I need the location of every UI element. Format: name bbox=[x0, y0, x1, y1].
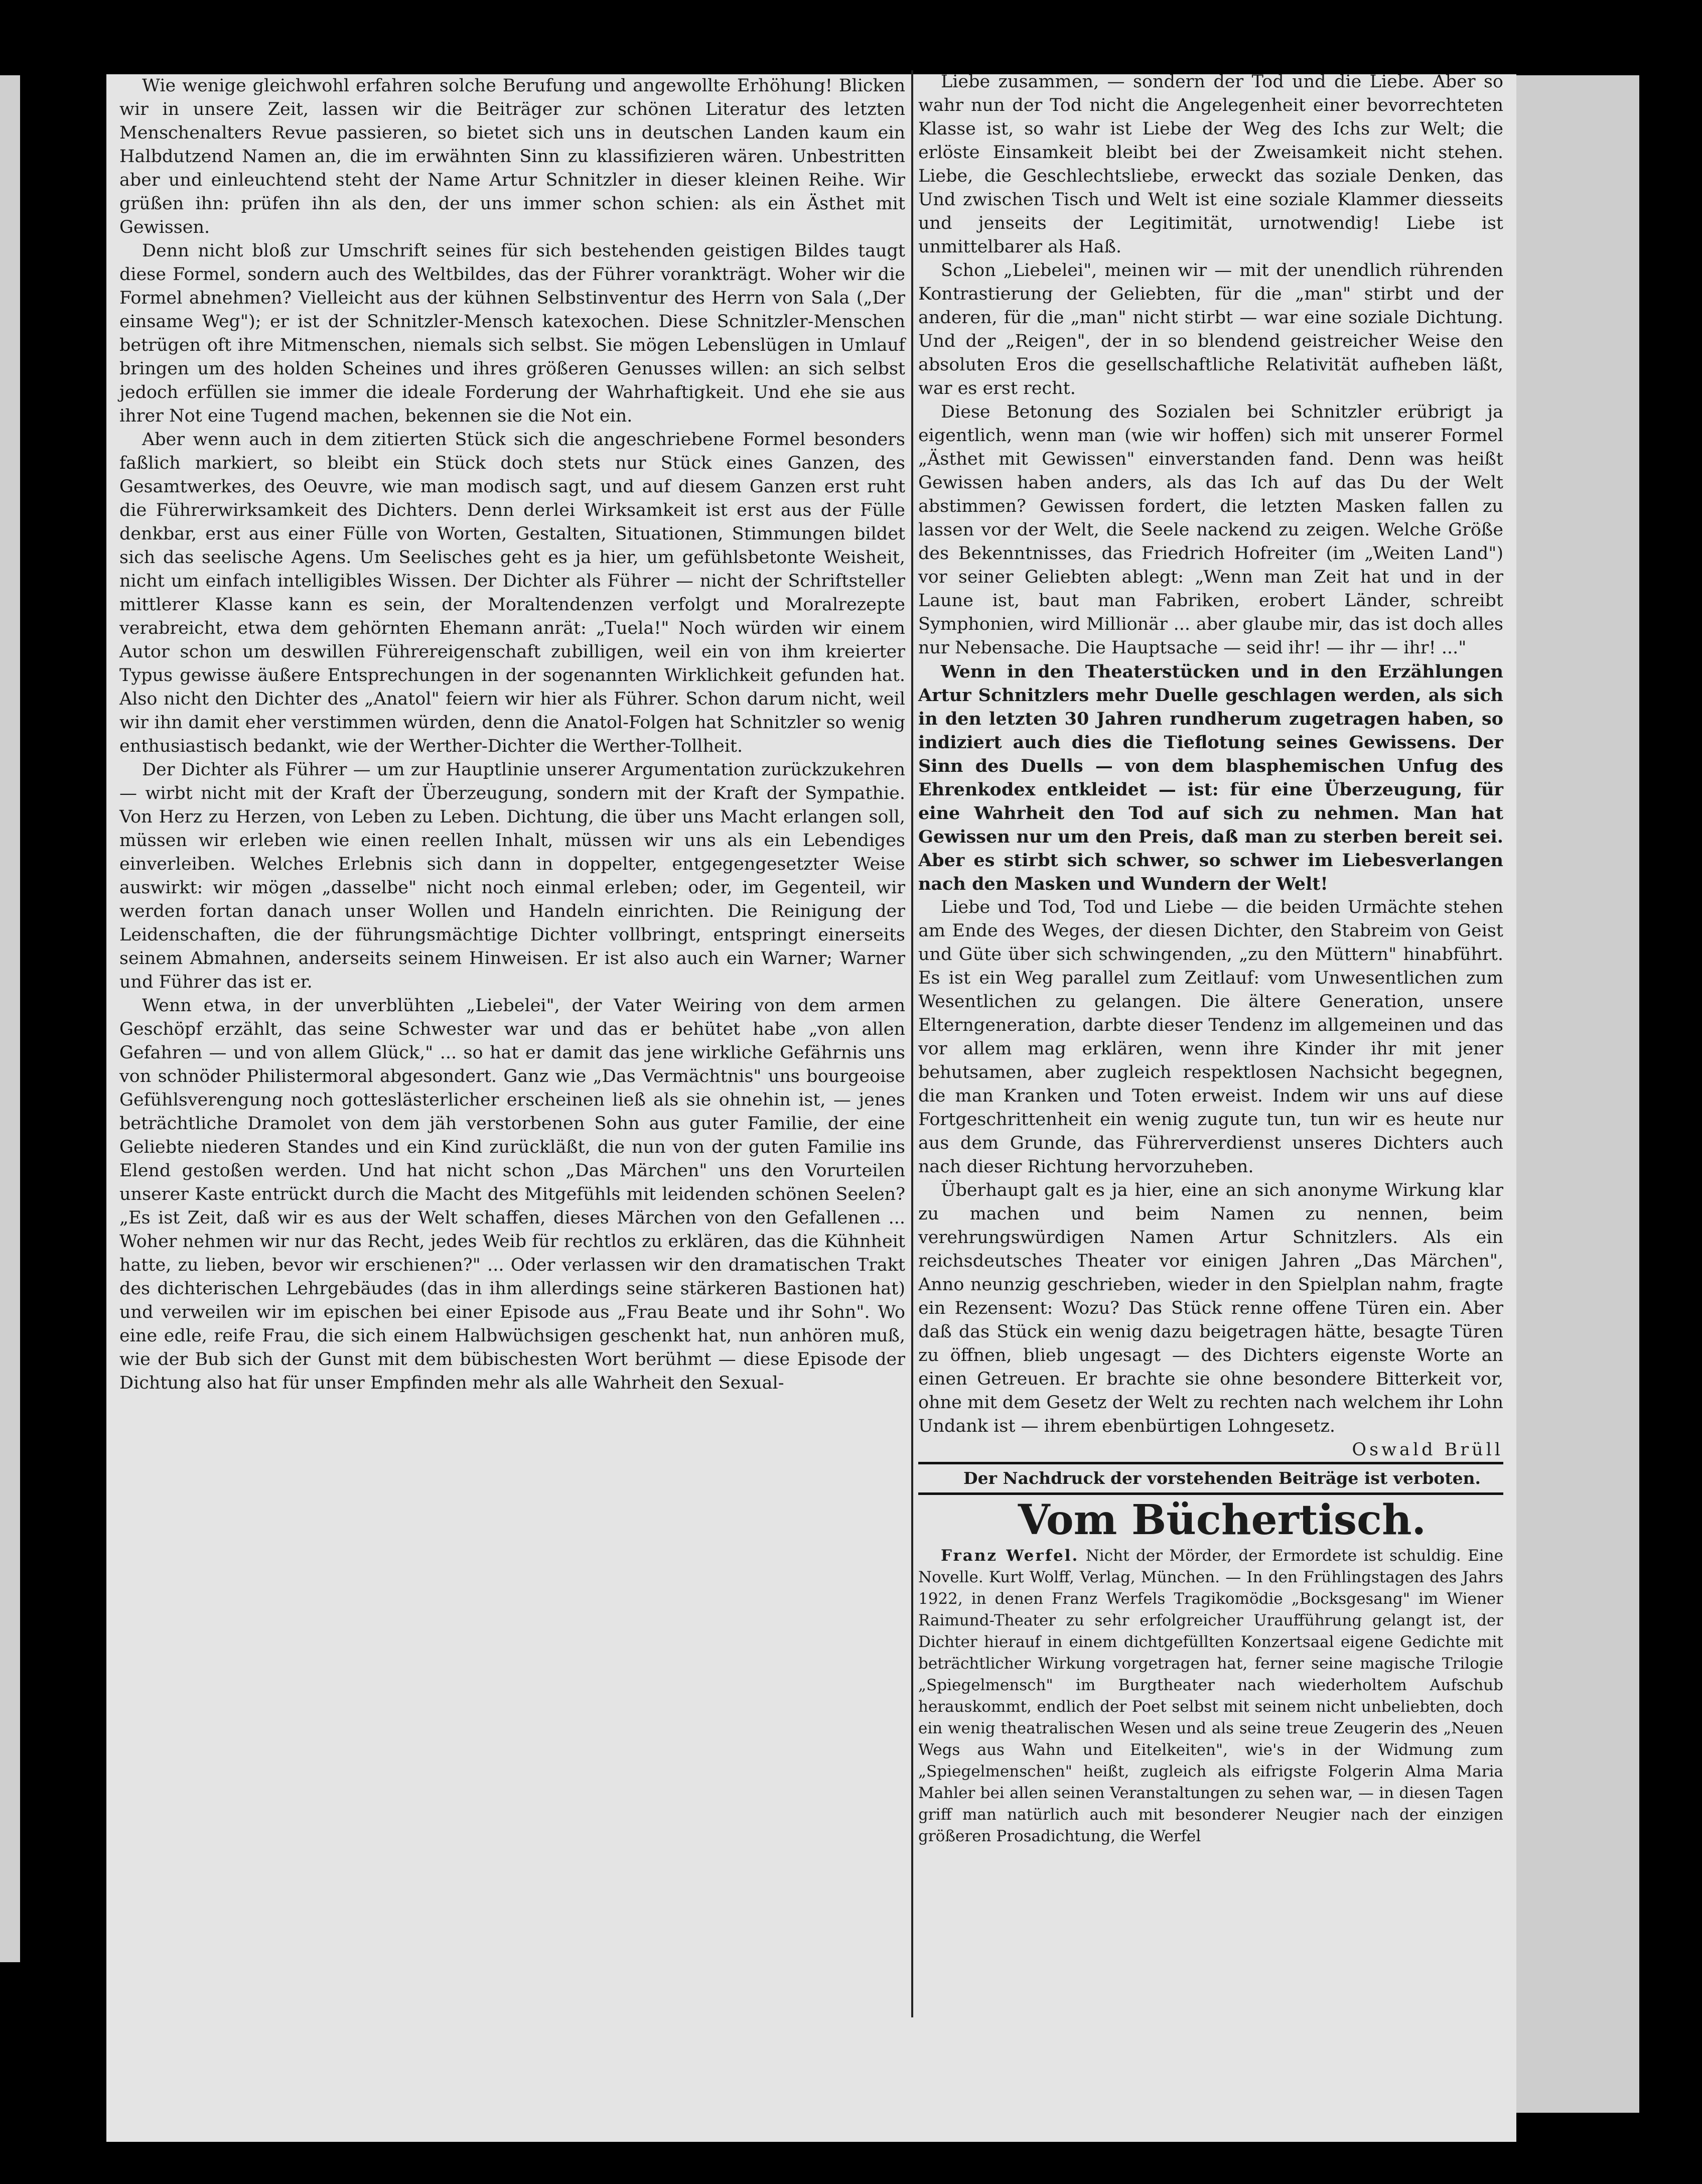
article-paragraph: Liebe und Tod, Tod und Liebe — die beiden Urmächte stehen am Ende des Weges, der diesen Dichter, den Stabreim von Geist und Güte über sich schwingenden, „zu den Müttern" hinabführt. Es ist ein Weg parallel zum Zeitlauf: vom Unwesentlichen zum Wesentlichen zu gelangen. Die ältere Generation, unsere Elterngeneration, darbte dieser Tendenz im allgemeinen und das vor allem mag erklären, wenn ihre Kinder ihr mit jener behutsamen, aber zugleich respektlosen Nachsicht begegnen, die man Kranken und Toten erweist. Indem wir uns auf diese Fortgeschrittenheit ein wenig zugute tun, tun wir es heute nur aus dem Grunde, das Führerverdienst unseres Dichters auch nach dieser Richtung hervorzuheben. bbox=[918, 897, 1503, 1177]
article-paragraph: Denn nicht bloß zur Umschrift seines für sich bestehenden geistigen Bildes taugt diese Formel, sondern auch des Weltbildes, das der Führer vorankträgt. Woher wir die Formel abnehmen? Vielleicht aus der kühnen Selbstinventur des Herrn von Sala („Der einsame Weg"); er ist der Schnitzler-Mensch katexochen. Diese Schnitzler-Menschen betrügen oft ihre Mitmenschen, niemals sich selbst. Sie mögen Lebenslügen in Umlauf bringen um des holden Scheines und ihres größeren Genusses willen: an sich selbst jedoch erfüllen sie immer die ideale Forderung der Wahrhaftigkeit. Und ehe sie aus ihrer Not eine Tugend machen, bekennen sie die Not ein. bbox=[119, 241, 905, 426]
article-paragraph: Diese Betonung des Sozialen bei Schnitzler erübrigt ja eigentlich, wenn man (wie wir hoffen) sich mit unserer Formel „Ästhet mit Gewissen" einverstanden fand. Denn was heißt Gewissen haben anders, als das Ich auf das Du der Welt abstimmen? Gewissen fordert, die letzten Masken fallen zu lassen vor der Welt, die Seele nackend zu zeigen. Welche Größe des Bekenntnisses, das Friedrich Hofreiter (im „Weiten Land") vor seiner Geliebten ablegt: „Wenn man Zeit hat und in der Laune ist, baut man Fabriken, erobert Länder, schreibt Symphonien, wird Millionär ... aber glaube mir, das ist doch alles nur Nebensache. Die Hauptsache — seid ihr! — ihr — ihr! ..." bbox=[918, 402, 1503, 658]
article-paragraph: Wie wenige gleichwohl erfahren solche Berufung und angewollte Erhöhung! Blicken wir in unsere Zeit, lassen wir die Beiträger zur schönen Literatur des letzten Menschenalters Revue passieren, so bietet sich uns in deutschen Landen kaum ein Halbdutzend Namen an, die im erwähnten Sinn zu klassifizieren wären. Unbestritten aber und einleuchtend steht der Name Artur Schnitzler in dieser kleinen Reihe. Wir grüßen ihn: prüfen ihn als den, der uns immer schon schien: als ein Ästhet mit Gewissen. bbox=[119, 76, 905, 237]
adjacent-page-strip bbox=[1516, 75, 1639, 2113]
article-paragraph: Wenn etwa, in der unverblühten „Liebelei", der Vater Weiring von dem armen Geschöpf erzählt, das seine Schwester war und das er behütet habe „von allen Gefahren — und von allem Glück," ... so hat er damit das jene wirkliche Gefährnis uns von schnöder Philistermoral abgesondert. Ganz wie „Das Vermächtnis" uns bourgeoise Gefühlsverengung noch gotteslästerlicher erscheinen ließ als sie ohnehin ist, — jenes beträchtliche Dramolet von dem jäh verstorbenen Sohn aus guter Familie, der eine Geliebte niederen Standes und ein Kind zurückläßt, die nun von der guten Familie ins Elend gestoßen werden. Und hat nicht schon „Das Märchen" uns den Vorurteilen unserer Kaste entrückt durch die Macht des Mitgefühls mit leidenden schönen Seelen? „Es ist Zeit, daß wir es aus der Welt schaffen, dieses Märchen von den Gefallenen ... Woher nehmen wir nur das Recht, jedes Weib für rechtlos zu erklären, das die Kühnheit hatte, zu lieben, bevor wir erschienen?" ... Oder verlassen wir den dramatischen Trakt des dichterischen Lehrgebäudes (das in ihm allerdings seine stärkeren Bastionen hat) und verweilen wir im epischen bei einer Episode aus „Frau Beate und ihr Sohn". Wo eine edle, reife Frau, die sich einem Halbwüchsigen geschenkt hat, nun anhören muß, wie der Bub sich der Gunst mit dem bübischesten Wort berühmt — diese Episode der Dichtung also hat für unser Empfinden mehr als alle Wahrheit den Sexual- bbox=[119, 996, 905, 1393]
reprint-notice: Der Nachdruck der vorstehenden Beiträge ist verboten. bbox=[918, 1462, 1503, 1495]
right-column bbox=[918, 70, 1503, 1847]
article-paragraph: Schon „Liebelei", meinen wir — mit der unendlich rührenden Kontrastierung der Geliebten, für die „man" stirbt und der anderen, für die „man" nicht stirbt — war eine soziale Dichtung. Und der „Reigen", der in so blendend geistreicher Weise den absoluten Eros die gesellschaftliche Relativität aufheben läßt, war es erst recht. bbox=[918, 260, 1503, 398]
article-paragraph: Aber wenn auch in dem zitierten Stück sich die angeschriebene Formel besonders faßlich markiert, so bleibt ein Stück doch stets nur Stück eines Ganzen, des Gesamtwerkes, des Oeuvre, wie man modisch sagt, und auf diesem Ganzen erst ruht die Führerwirksamkeit des Dichters. Denn derlei Wirksamkeit ist erst aus der Fülle denkbar, erst aus einer Fülle von Worten, Gestalten, Situationen, Stimmungen bildet sich das seelische Agens. Um Seelisches geht es ja hier, um gefühlsbetonte Weisheit, nicht um einfach intelligibles Wissen. Der Dichter als Führer — nicht der Schriftsteller mittlerer Klasse kann es sein, der Moraltendenzen verfolgt und Moralrezepte verabreicht, etwa dem gehörnten Ehemann anrät: „Tuela!" Noch würden wir einem Autor schon um deswillen Führereigenschaft zubilligen, weil ein von ihm kreierter Typus gewisse äußere Entsprechungen in der sogenannten Wirklichkeit gefunden hat. Also nicht den Dichter des „Anatol" feiern wir hier als Führer. Schon darum nicht, weil wir ihn damit eher verstimmen würden, denn die Anatol-Folgen hat Schnitzler so wenig enthusiastisch bedankt, wie der Werther-Dichter die Werther-Tollheit. bbox=[119, 430, 905, 756]
article-paragraph: Überhaupt galt es ja hier, eine an sich anonyme Wirkung klar zu machen und beim Namen zu nennen, beim verehrungswürdigen Namen Artur Schnitzlers. Als ein reichsdeutsches Theater vor einigen Jahren „Das Märchen", Anno neunzig geschrieben, wieder in den Spielplan nahm, fragte ein Rezensent: Wozu? Das Stück renne offene Türen ein. Aber daß das Stück ein wenig dazu beigetragen hätte, besagte Türen zu öffnen, blieb ungesagt — des Dichters eigenste Worte an einen Getreuen. Er brachte sie ohne besondere Bitterkeit vor, ohne mit dem Gesetz der Welt zu rechten nach welchem ihr Lohn Undank ist — ihrem ebenbürtigen Lohngesetz. bbox=[918, 1180, 1503, 1436]
section-heading: Vom Büchertisch. bbox=[1018, 1496, 1427, 1544]
review-author: Franz Werfel. bbox=[941, 1547, 1079, 1565]
article-paragraph: Wenn in den Theaterstücken und in den Erzählungen Artur Schnitzlers mehr Duelle geschlagen werden, als sich in den letzten 30 Jahren rundherum zugetragen haben, so indiziert auch dies die Tieflotung seines Gewissens. Der Sinn des Duells — von dem blasphemischen Unfug des Ehrenkodex entkleidet — ist: für eine Überzeugung, für eine Wahrheit den Tod auf sich zu nehmen. Man hat Gewissen nur um den Preis, daß man zu sterben bereit sei. Aber es stirbt sich schwer, so schwer im Liebesverlangen nach den Masken und Wundern der Welt! bbox=[918, 661, 1503, 894]
article-paragraph: Liebe zusammen, — sondern der Tod und die Liebe. Aber so wahr nun der Tod nicht die Angelegenheit einer bevorrechteten Klasse ist, so wahr ist Liebe der Weg des Ichs zur Welt; die erlöste Einsamkeit bleibt bei der Zweisamkeit nicht stehen. Liebe, die Geschlechtsliebe, erweckt das soziale Denken, das Und zwischen Tisch und Welt ist eine soziale Klammer diesseits und jenseits der Legitimität, urnotwendig! Liebe ist unmittelbarer als Haß. bbox=[918, 72, 1503, 257]
book-review bbox=[918, 1545, 1503, 1847]
column-divider bbox=[911, 70, 913, 2017]
left-page-edge bbox=[0, 75, 20, 1962]
left-column bbox=[119, 74, 905, 1395]
author-signature: Oswald Brüll bbox=[1352, 1440, 1503, 1460]
review-text: Nicht der Mörder, der Ermordete ist schuldig. Eine Novelle. Kurt Wolff, Verlag, München. — In den Frühlingstagen des Jahrs 1922, in denen Franz Werfels Tragikomödie „Bocksgesang" im Wiener Raimund-Theater zu sehr erfolgreicher Uraufführung gelangt ist, der Dichter hierauf in einem dichtgefüllten Konzertsaal eigene Gedichte mit beträchtlicher Wirkung vorgetragen hat, ferner seine magische Trilogie „Spiegelmensch" im Burgtheater nach wiederholtem Aufschub herauskommt, endlich der Poet selbst mit seinem nicht unbeliebten, doch ein wenig theatralischen Wesen und als seine treue Zeugerin des „Neuen Wegs aus Wahn und Eitelkeiten", wie's in der Widmung zum „Spiegelmenschen" heißt, zugleich als eifrigste Folgerin Alma Maria Mahler bei allen seinen Veranstaltungen zu sehen war, — in diesen Tagen griff man natürlich auch mit besonderer Neugier nach der einzigen größeren Prosadichtung, die Werfel bbox=[918, 1547, 1503, 1845]
article-paragraph: Der Dichter als Führer — um zur Hauptlinie unserer Argumentation zurückzukehren — wirbt nicht mit der Kraft der Überzeugung, sondern mit der Kraft der Sympathie. Von Herz zu Herzen, von Leben zu Leben. Dichtung, die über uns Macht erlangen soll, müssen wir erleben wie einen reellen Inhalt, müssen wir uns als ein Lebendiges einverleiben. Welches Erlebnis sich dann in doppelter, entgegengesetzter Weise auswirkt: wir mögen „dasselbe" nicht noch einmal erleben; oder, im Gegenteil, wir werden fortan danach unser Wollen und Handeln einrichten. Die Reinigung der Leidenschaften, die der führungsmächtige Dichter vollbringt, entspringt einerseits seinem Abmahnen, anderseits seinem Hinweisen. Er ist also auch ein Warner; Warner und Führer das ist er. bbox=[119, 760, 905, 992]
